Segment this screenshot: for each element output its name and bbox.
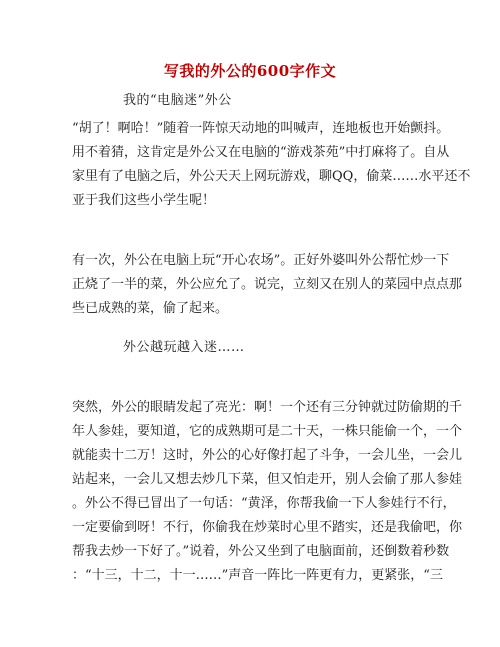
- paragraph-1: [72, 117, 471, 213]
- paragraph-3: [72, 396, 463, 588]
- document-subtitle: 我的“电脑迷”外公: [123, 93, 232, 108]
- text-line: 家里有了电脑之后，外公天天上网玩游戏，聊QQ，偷菜……水平还不: [72, 169, 471, 184]
- text-line: 站起来，一会儿又想去炒几下菜，但又怕走开，别人会偷了那人参娃: [72, 472, 463, 487]
- text-line: 就能卖十二万！这时，外公的心好像打起了斗争，一会儿坐，一会儿: [72, 448, 463, 463]
- text-line: 正烧了一半的菜，外公应允了。说完，立刻又在别人的菜园中点点那: [72, 277, 463, 292]
- paragraph-2: [72, 249, 463, 321]
- text-line: 突然，外公的眼睛发起了亮光：啊！一个还有三分钟就过防偷期的千: [72, 400, 463, 415]
- text-line: 帮我去炒一下好了。”说着，外公又坐到了电脑面前，还倒数着秒数: [72, 544, 450, 559]
- text-line: 些已成熟的菜，偷了起来。: [72, 301, 229, 316]
- text-line: 亚于我们这些小学生呢！: [72, 193, 216, 208]
- document-title: 写我的外公的600字作文: [163, 62, 337, 80]
- text-line: 。外公不得已冒出了一句话：“黄泽，你帮我偷一下人参娃行不行，: [72, 496, 456, 511]
- text-line: ：“十三，十二，十一……”声音一阵比一阵更有力，更紧张，“三: [72, 568, 443, 583]
- text-line: 有一次，外公在电脑上玩“开心农场”。正好外婆叫外公帮忙炒一下: [72, 253, 450, 268]
- text-line: 一定要偷到呀！不行，你偷我在炒菜时心里不踏实，还是我偷吧，你: [72, 520, 463, 535]
- middle-line: 外公越玩越入迷……: [123, 340, 245, 355]
- text-line: “胡了！啊哈！”随着一阵惊天动地的叫喊声，连地板也开始颤抖。: [72, 121, 450, 136]
- text-line: 用不着猜，这肯定是外公又在电脑的“游戏茶苑”中打麻将了。自从: [72, 145, 450, 160]
- text-line: 年人参娃，要知道，它的成熟期可是二十天，一株只能偷一个，一个: [72, 424, 463, 439]
